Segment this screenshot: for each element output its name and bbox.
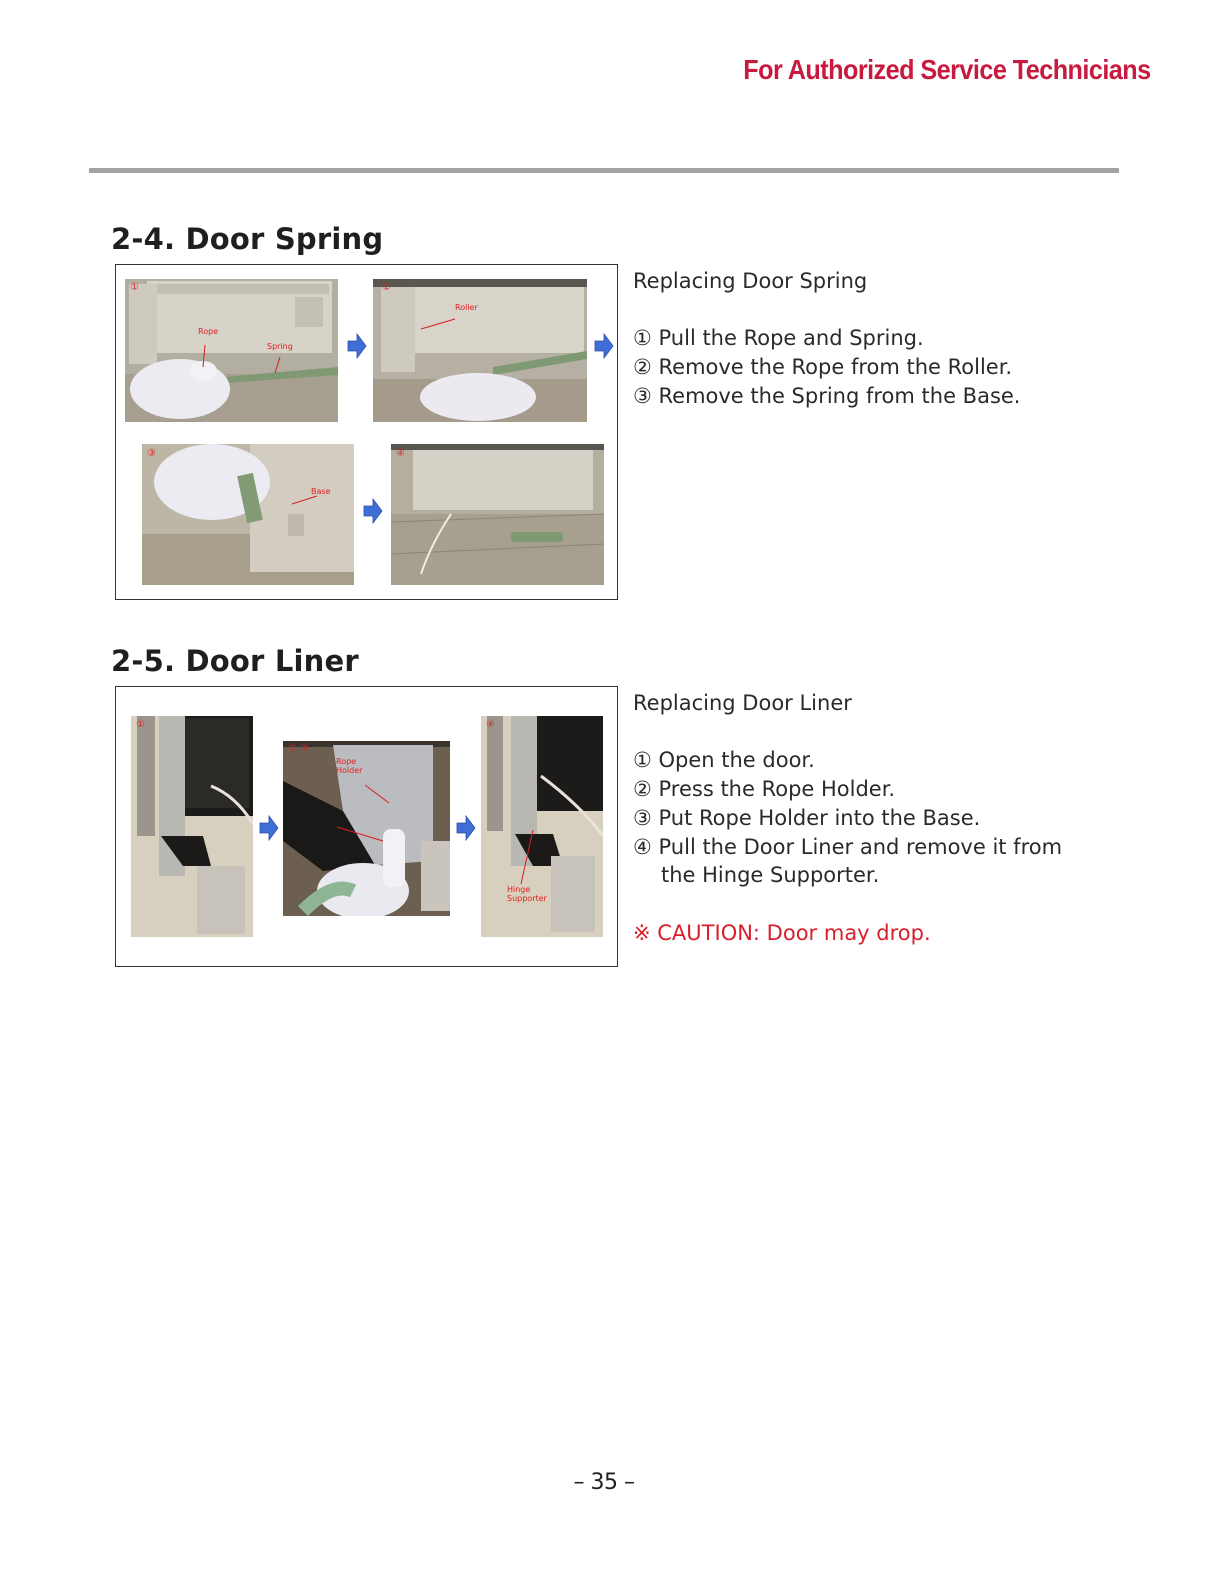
door-liner-photo-2 [283,741,450,916]
callout-rope-holder-1: Rope [336,757,357,766]
door-spring-photo-1-step: ① [130,282,139,293]
callout-rope-holder-2: Holder [336,766,363,775]
door-liner-steps [633,689,1062,947]
door-spring-photo-4-step: ④ [396,448,405,459]
door-spring-photo-1 [125,279,338,422]
door-liner-step-2: ② Press the Rope Holder. [633,777,896,802]
door-spring-steps [633,267,1020,411]
door-spring-photo-2-step: ② [382,282,391,293]
door-spring-photo-2 [373,279,587,422]
door-liner-photo-3-step: ④ [486,719,495,730]
door-spring-step-2: ② Remove the Rope from the Roller. [633,355,1013,380]
callout-hinge-supporter-1: Hinge [507,885,531,894]
door-liner-photo-3 [481,716,603,937]
door-spring-photo-4 [391,444,604,585]
door-spring-arrow-2 [594,333,614,359]
section-title-door-spring: 2-4. Door Spring [111,222,384,256]
door-liner-caution: ※ CAUTION: Door may drop. [633,920,931,945]
door-liner-step-3: ③ Put Rope Holder into the Base. [633,805,981,830]
door-spring-step-1: ① Pull the Rope and Spring. [633,326,924,351]
callout-roller: Roller [455,303,478,312]
door-liner-photo-2-step: ② ③ [288,743,310,754]
header-note: For Authorized Service Technicians [743,54,1151,85]
callout-rope: Rope [198,327,219,336]
door-spring-figure [115,264,618,600]
door-liner-figure [115,686,618,967]
door-liner-photo-1-step: ① [136,719,145,730]
door-spring-arrow-1 [347,333,367,359]
door-liner-steps-heading: Replacing Door Liner [633,691,852,715]
door-spring-photo-3 [142,444,354,585]
door-liner-step-4-continued: the Hinge Supporter. [661,863,880,888]
door-liner-arrow-1 [259,815,279,841]
door-spring-steps-heading: Replacing Door Spring [633,269,868,293]
page-number: – 35 – [573,1470,635,1495]
callout-spring: Spring [267,342,293,351]
callout-base: Base [311,487,331,496]
door-liner-step-1: ① Open the door. [633,748,815,773]
door-spring-step-3: ③ Remove the Spring from the Base. [633,383,1021,408]
top-rule [89,168,1119,173]
section-title-door-liner: 2-5. Door Liner [111,644,359,678]
door-liner-arrow-2 [456,815,476,841]
door-spring-arrow-3 [363,498,383,524]
door-liner-photo-1 [131,716,253,937]
door-liner-step-4: ④ Pull the Door Liner and remove it from [633,834,1063,859]
callout-hinge-supporter-2: Supporter [507,894,547,903]
door-spring-photo-3-step: ③ [147,448,156,459]
